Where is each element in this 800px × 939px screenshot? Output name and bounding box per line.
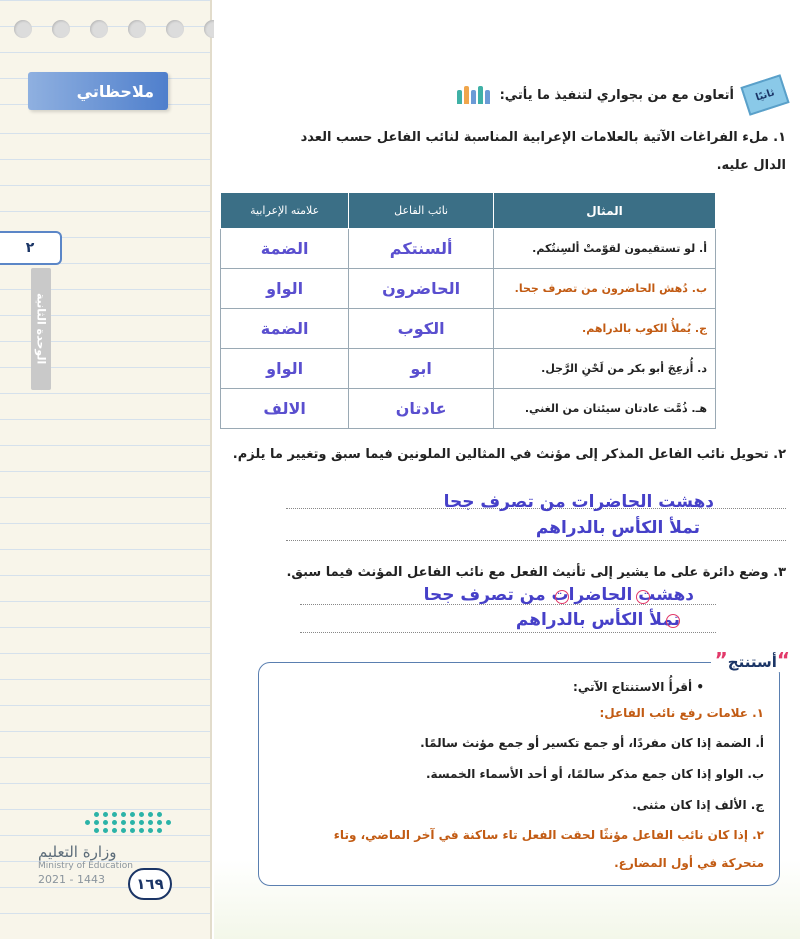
conclusion-rule-a: أ. الضمة إذا كان مفردًا، أو جمع تكسير أو جمع مؤنث سالمًا. bbox=[420, 736, 764, 750]
table-row bbox=[221, 349, 716, 389]
activity-heading bbox=[457, 80, 786, 110]
conclusion-intro: • أقرأُ الاستنتاج الآتي: bbox=[573, 680, 704, 694]
table-row bbox=[221, 229, 716, 269]
q2-answer-2[interactable]: تملأ الكأس بالدراهم bbox=[535, 518, 700, 538]
subject-answer[interactable]: الحاضرون bbox=[349, 269, 494, 309]
table-row bbox=[221, 269, 716, 309]
table-header-subject: نائب الفاعل bbox=[349, 193, 494, 229]
page-number: ١٦٩ bbox=[128, 868, 172, 900]
example-cell: د. أُزعِجَ أبو بكر من لَحْنِ الرَّجل. bbox=[494, 349, 716, 389]
table-row bbox=[221, 309, 716, 349]
answer-line bbox=[300, 632, 716, 633]
conclusion-point-1: ١. علامات رفع نائب الفاعل: bbox=[599, 706, 764, 720]
group-people-icon bbox=[457, 86, 490, 104]
conclusion-rule-c: ج. الألف إذا كان مثنى. bbox=[632, 798, 764, 812]
activity-heading-text: أتعاون مع من بجواري لتنفيذ ما يأتي: bbox=[499, 87, 734, 103]
year-label: 2021 - 1443 bbox=[38, 873, 105, 886]
binder-hole-icon bbox=[90, 20, 108, 38]
binder-hole-icon bbox=[166, 20, 184, 38]
quote-open-icon: “ bbox=[776, 648, 790, 672]
example-cell: ج. يُملأُ الكوب بالدراهم. bbox=[494, 309, 716, 349]
example-cell: أ. لو تستقيمون لقوّمتْ ألسِنتُكم. bbox=[494, 229, 716, 269]
mark-answer[interactable]: الضمة bbox=[221, 229, 349, 269]
ministry-name-ar: وزارة التعليم bbox=[38, 843, 117, 861]
conclusion-point-2: ٢. إذا كان نائب الفاعل مؤنثًا لحقت الفعل تاء ساكنة في آخر الماضي، وتاء bbox=[333, 828, 764, 842]
unit-name: الوحدة الثانية bbox=[34, 293, 48, 365]
conclusion-point-2-cont: متحركة في أول المضارع. bbox=[614, 856, 764, 870]
conclusion-title bbox=[711, 648, 794, 672]
question-1: ١. ملء الفراغات الآتية بالعلامات الإعرابية المناسبة لنائب الفاعل حسب العدد الدال عليه. bbox=[300, 130, 786, 173]
binder-hole-icon bbox=[128, 20, 146, 38]
table-header-mark: علامته الإعرابية bbox=[221, 193, 349, 229]
conclusion-title-text: أستنتج bbox=[727, 653, 777, 671]
notes-title: ملاحظاتي bbox=[28, 72, 168, 110]
unit-label bbox=[31, 268, 51, 390]
question-3: ٣. وضع دائرة على ما يشير إلى تأنيث الفعل مع نائب الفاعل المؤنث فيما سبق. bbox=[286, 565, 786, 580]
q3-answer-2[interactable]: تملأ الكأس بالدراهم bbox=[515, 610, 680, 630]
subject-answer[interactable]: عادتان bbox=[349, 389, 494, 429]
subject-answer[interactable]: ابو bbox=[349, 349, 494, 389]
ministry-dots-icon bbox=[78, 812, 178, 833]
subject-answer[interactable]: ألسنتكم bbox=[349, 229, 494, 269]
example-cell: ب. دُهش الحاضرون من تصرف جحا. bbox=[494, 269, 716, 309]
q3-answer-1[interactable]: دهشت الحاضرات من تصرف جحا bbox=[423, 585, 694, 605]
mark-answer[interactable]: الالف bbox=[221, 389, 349, 429]
worksheet bbox=[214, 0, 800, 939]
answers-table bbox=[220, 192, 716, 429]
binder-holes bbox=[14, 20, 222, 38]
q2-answer-1[interactable]: دهشت الحاضرات من تصرف جحا bbox=[443, 492, 714, 512]
answer-line bbox=[286, 540, 786, 541]
activity-badge: ثانيًا bbox=[740, 74, 789, 116]
notes-sidebar bbox=[0, 0, 212, 939]
answer-circle-mark bbox=[666, 614, 680, 628]
quote-close-icon: ” bbox=[714, 648, 728, 672]
answer-circle-mark bbox=[555, 590, 569, 604]
ministry-name-en: Ministry of Education bbox=[38, 861, 133, 871]
conclusion-rule-b: ب. الواو إذا كان جمع مذكر سالمًا، أو أحد الأسماء الخمسة. bbox=[426, 767, 764, 781]
binder-hole-icon bbox=[52, 20, 70, 38]
mark-answer[interactable]: الواو bbox=[221, 349, 349, 389]
example-cell: هـ. ذُمَّت عادتان سيئتان من الغني. bbox=[494, 389, 716, 429]
subject-answer[interactable]: الكوب bbox=[349, 309, 494, 349]
answer-circle-mark bbox=[636, 590, 650, 604]
table-header-example: المثال bbox=[494, 193, 716, 229]
question-2: ٢. تحويل نائب الفاعل المذكر إلى مؤنث في المثالين الملونين فيما سبق وتغيير ما يلزم. bbox=[232, 447, 786, 462]
unit-number: ٢ bbox=[0, 231, 62, 265]
mark-answer[interactable]: الواو bbox=[221, 269, 349, 309]
table-row bbox=[221, 389, 716, 429]
binder-hole-icon bbox=[14, 20, 32, 38]
mark-answer[interactable]: الضمة bbox=[221, 309, 349, 349]
